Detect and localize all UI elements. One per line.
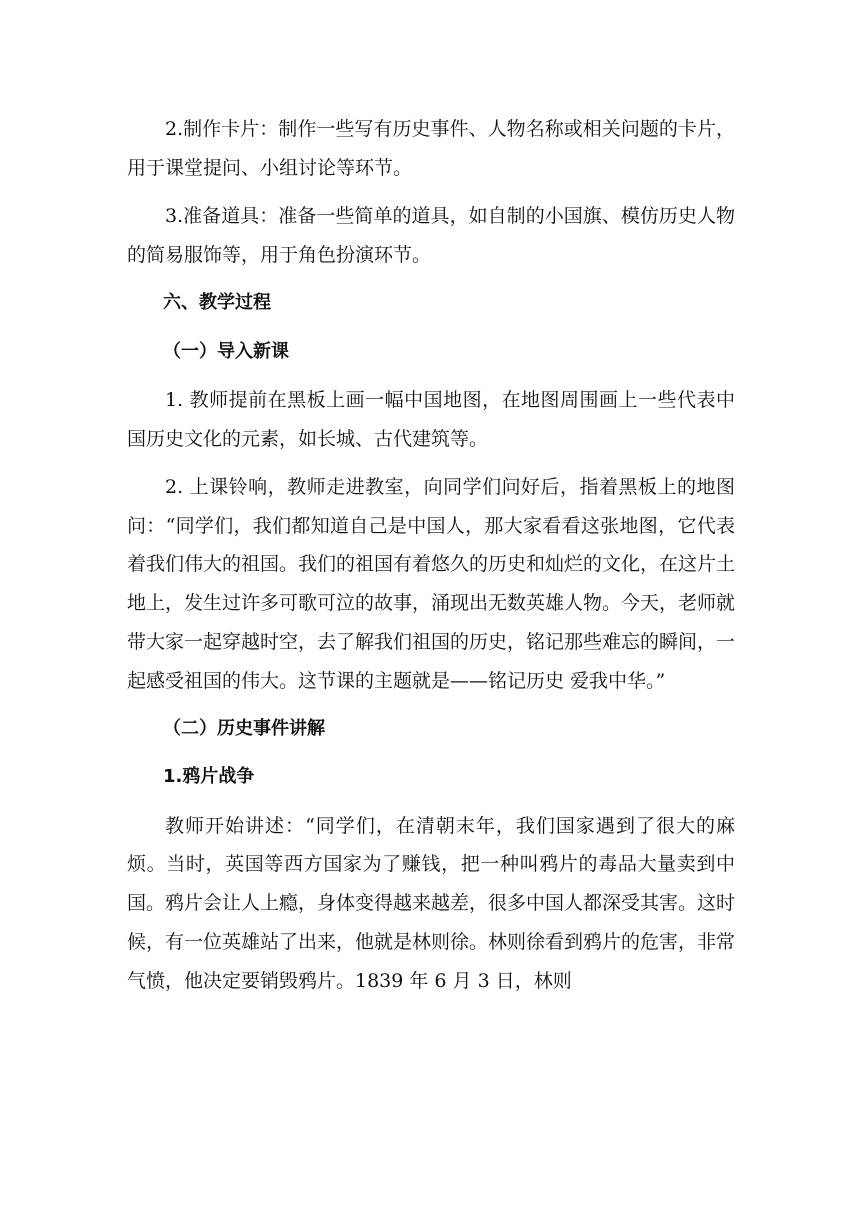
section-heading-teaching-process: 六、教学过程 [163, 292, 271, 314]
paragraph-prepare-cards: 2.制作卡片：制作一些写有历史事件、人物名称或相关问题的卡片，用于课堂提问、小组讨论等环节。 [127, 118, 735, 179]
paragraph-opium-war-narration: 教师开始讲述：“同学们，在清朝末年，我们国家遇到了很大的麻烦。当时，英国等西方国家为了赚钱，把一种叫鸦片的毒品大量卖到中国。鸦片会让人上瘾，身体变得越来越差，很多中国人都深受其害。这时候，有一位英雄站了出来，他就是林则徐。林则徐看到鸦片的危害，非常气愤，他决定要销毁鸦片。1839 年 6 月 3 日，林则 [127, 814, 736, 992]
paragraph-map-drawing: 1. 教师提前在黑板上画一幅中国地图，在地图周围画上一些代表中国历史文化的元素，如长城、古代建筑等。 [127, 388, 735, 450]
document-body [127, 110, 735, 1010]
topic-heading-opium-war: 1.鸦片战争 [163, 766, 255, 788]
paragraph-class-opening: 2. 上课铃响，教师走进教室，向同学们问好后，指着黑板上的地图问：“同学们，我们都知道自己是中国人，那大家看看这张地图，它代表着我们伟大的祖国。我们的祖国有着悠久的历史和灿烂的文化，在这片土地上，发生过许多可歌可泣的故事，涌现出无数英雄人物。今天，老师就带大家一起穿越时空，去了解我们祖国的历史，铭记那些难忘的瞬间，一起感受祖国的伟大。这节课的主题就是——铭记历史 爱我中华。” [127, 476, 736, 692]
subsection-heading-history-events: （二）历史事件讲解 [163, 717, 325, 739]
subsection-heading-introduction: （一）导入新课 [163, 340, 289, 362]
paragraph-prepare-props: 3.准备道具：准备一些简单的道具，如自制的小国旗、模仿历史人物的简易服饰等，用于角色扮演环节。 [127, 205, 735, 266]
